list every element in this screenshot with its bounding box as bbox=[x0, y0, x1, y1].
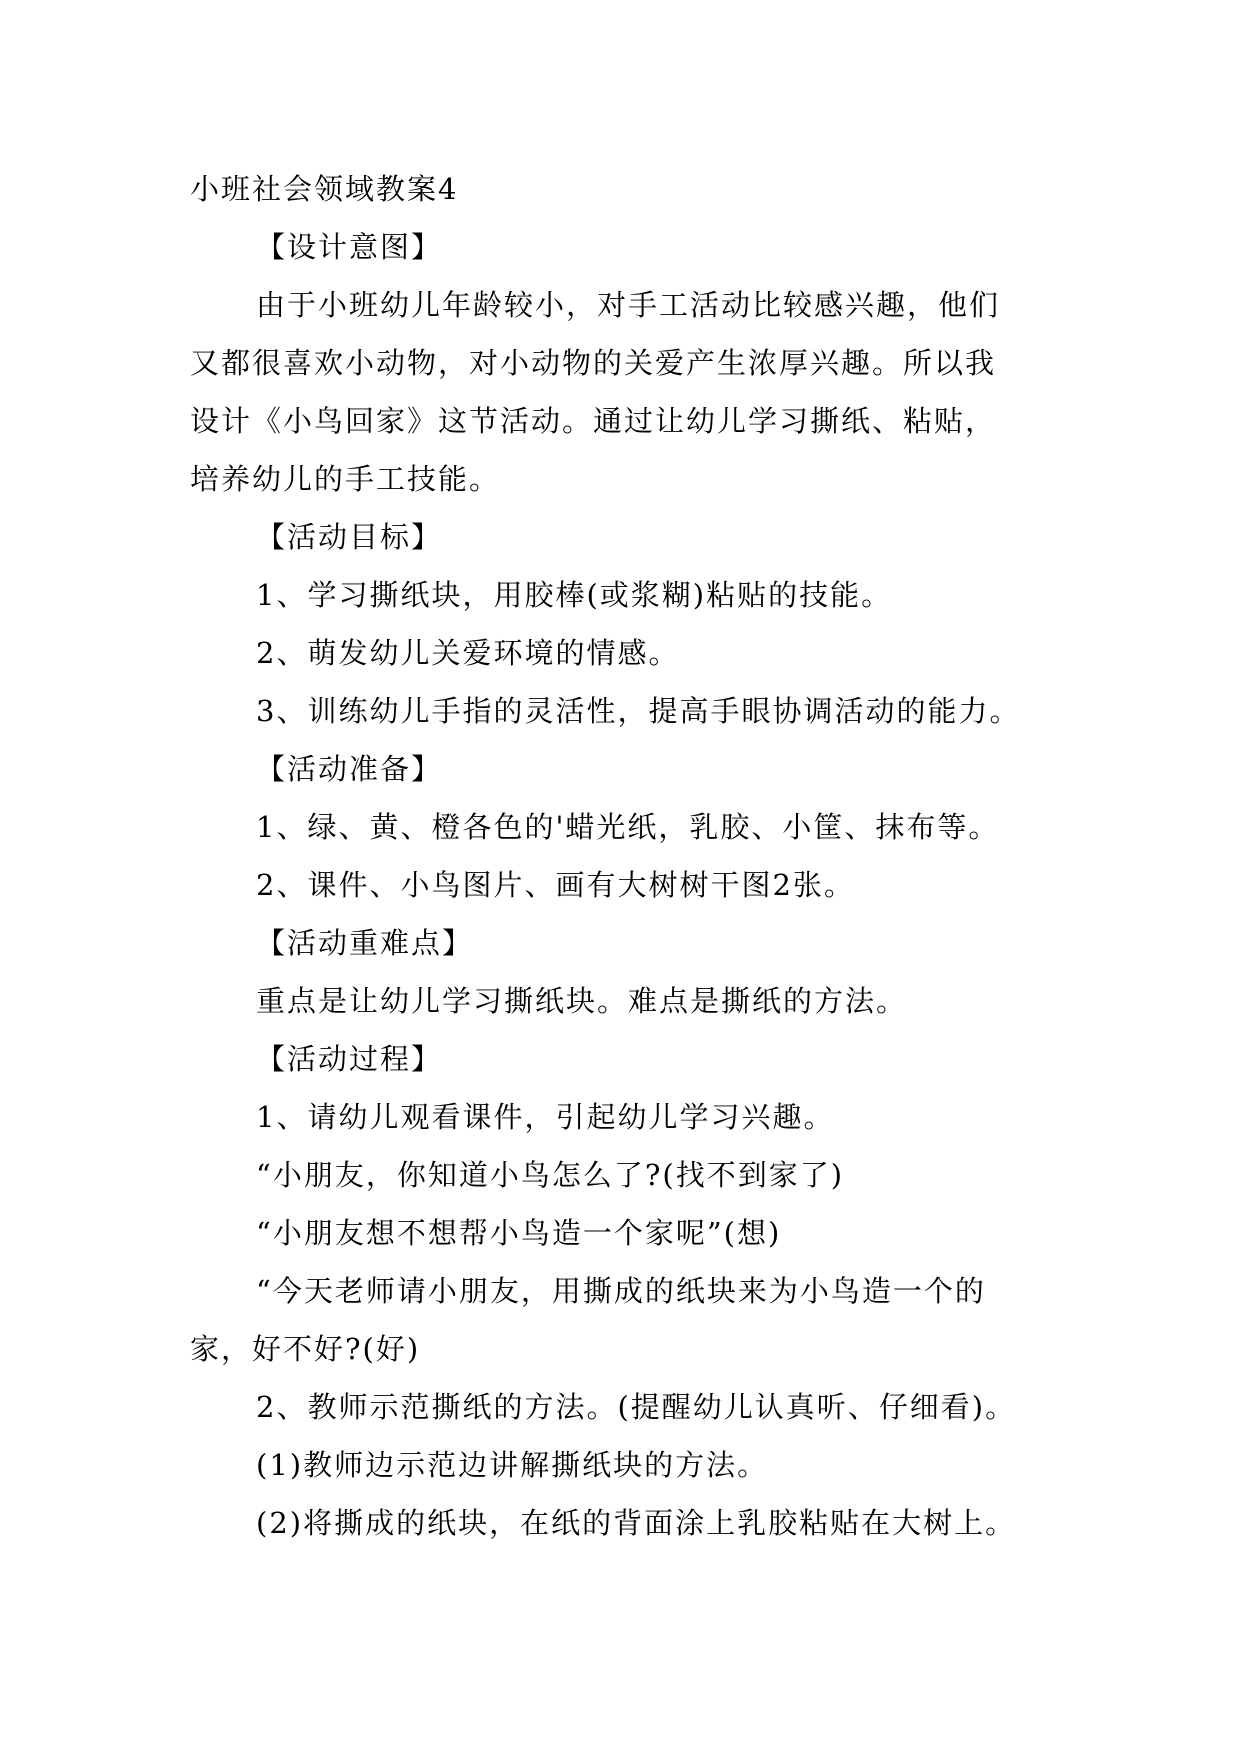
section-heading-process: 【活动过程】 bbox=[256, 1042, 443, 1076]
list-item: (1)教师边示范边讲解撕纸块的方法。 bbox=[256, 1448, 769, 1482]
paragraph-line: 由于小班幼儿年龄较小，对手工活动比较感兴趣，他们 bbox=[256, 288, 1001, 322]
paragraph-line: 培养幼儿的手工技能。 bbox=[190, 462, 501, 496]
list-item: 2、萌发幼儿关爱环境的情感。 bbox=[256, 636, 680, 670]
section-heading-preparation: 【活动准备】 bbox=[256, 752, 443, 786]
list-item: 1、请幼儿观看课件，引起幼儿学习兴趣。 bbox=[256, 1100, 835, 1134]
list-item: 1、绿、黄、橙各色的'蜡光纸，乳胶、小筐、抹布等。 bbox=[256, 810, 1000, 844]
document-title: 小班社会领域教案4 bbox=[190, 172, 459, 206]
document-page bbox=[190, 160, 1070, 1552]
paragraph-line: 又都很喜欢小动物，对小动物的关爱产生浓厚兴趣。所以我 bbox=[190, 346, 997, 380]
section-heading-goals: 【活动目标】 bbox=[256, 520, 443, 554]
section-heading-design-intent: 【设计意图】 bbox=[256, 230, 443, 264]
quote-line: “今天老师请小朋友，用撕成的纸块来为小鸟造一个的 bbox=[256, 1274, 986, 1308]
paragraph-line: 重点是让幼儿学习撕纸块。难点是撕纸的方法。 bbox=[256, 984, 908, 1018]
section-heading-key-points: 【活动重难点】 bbox=[256, 926, 474, 960]
list-item: 1、学习撕纸块，用胶棒(或浆糊)粘贴的技能。 bbox=[256, 578, 893, 612]
list-item: 2、课件、小鸟图片、画有大树树干图2张。 bbox=[256, 868, 855, 902]
quote-line: 家，好不好?(好) bbox=[190, 1332, 421, 1366]
list-item: 2、教师示范撕纸的方法。(提醒幼儿认真听、仔细看)。 bbox=[256, 1390, 1017, 1424]
list-item: 3、训练幼儿手指的灵活性，提高手眼协调活动的能力。 bbox=[256, 694, 1021, 728]
quote-line: “小朋友想不想帮小鸟造一个家呢”(想) bbox=[256, 1216, 782, 1250]
list-item: (2)将撕成的纸块，在纸的背面涂上乳胶粘贴在大树上。 bbox=[256, 1506, 1017, 1540]
paragraph-line: 设计《小鸟回家》这节活动。通过让幼儿学习撕纸、粘贴， bbox=[190, 404, 997, 438]
quote-line: “小朋友，你知道小鸟怎么了?(找不到家了) bbox=[256, 1158, 845, 1192]
